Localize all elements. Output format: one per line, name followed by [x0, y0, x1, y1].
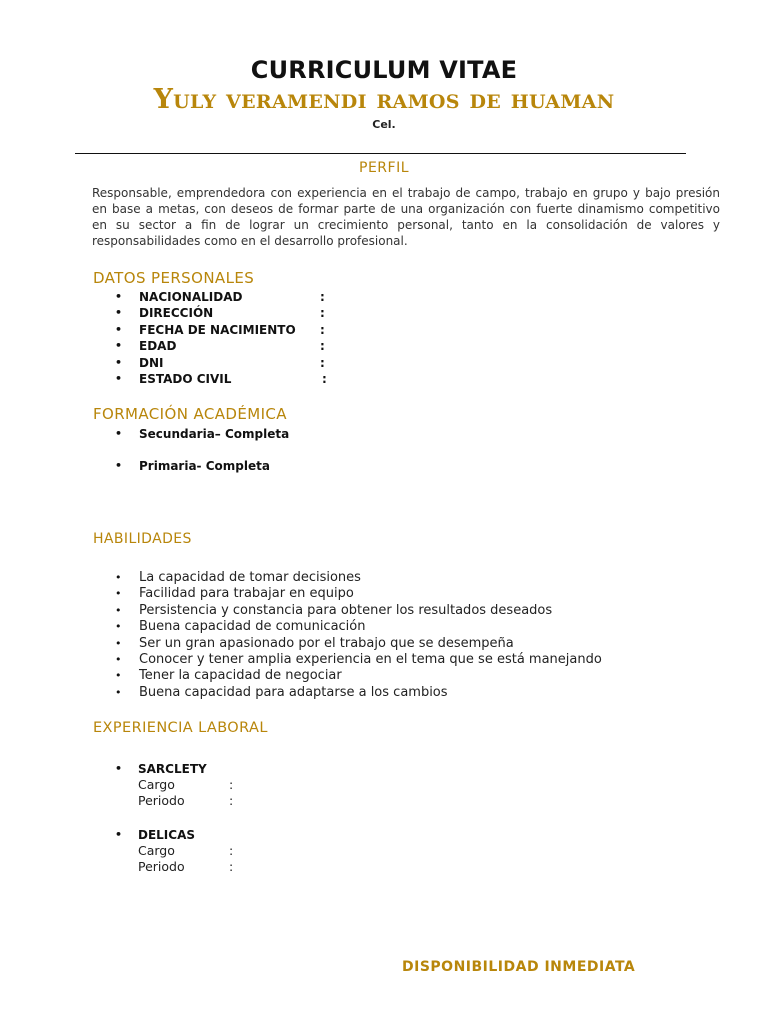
- availability-note: DISPONIBILIDAD INMEDIATA: [402, 959, 636, 975]
- list-item: [115, 458, 289, 474]
- document-title: CURRICULUM VITAE: [250, 56, 518, 84]
- bullet-icon: •: [115, 685, 122, 699]
- bullet-icon: •: [115, 603, 122, 617]
- list-item: [115, 371, 327, 387]
- bullet-icon: •: [115, 652, 122, 666]
- list-item: [115, 289, 325, 305]
- periodo-row: [138, 793, 338, 809]
- cargo-row: [138, 843, 338, 859]
- habilidad-text: Tener la capacidad de negociar: [139, 668, 342, 684]
- bullet-icon: •: [115, 339, 123, 353]
- bullet-icon: •: [115, 355, 123, 369]
- field-label: DNI: [139, 355, 164, 370]
- bullet-icon: •: [115, 459, 123, 472]
- field-separator: :: [320, 355, 325, 370]
- formacion-item: Primaria- Completa: [139, 459, 270, 473]
- company-row: [115, 761, 338, 777]
- list-item: [115, 338, 325, 354]
- cargo-separator: :: [229, 777, 234, 792]
- habilidades-heading: HABILIDADES: [93, 531, 192, 547]
- list-item: [115, 635, 602, 652]
- bullet-icon: •: [115, 427, 123, 440]
- perfil-heading: PERFIL: [359, 160, 409, 176]
- field-label: ESTADO CIVIL: [139, 371, 232, 386]
- field-separator: :: [320, 290, 325, 304]
- field-label: NACIONALIDAD: [139, 290, 243, 304]
- bullet-icon: •: [115, 306, 123, 320]
- company-row: [115, 827, 338, 843]
- datos-personales-heading: DATOS PERSONALES: [93, 269, 255, 287]
- datos-personales-list: [115, 289, 327, 387]
- habilidad-text: Buena capacidad de comunicación: [139, 619, 366, 635]
- cel-label: Cel.: [372, 118, 396, 131]
- periodo-label: Periodo: [138, 793, 185, 808]
- list-item: [115, 305, 325, 321]
- periodo-separator: :: [229, 793, 234, 808]
- field-separator: :: [320, 322, 325, 337]
- field-separator: :: [320, 306, 325, 321]
- habilidades-list: [115, 570, 602, 701]
- bullet-icon: •: [115, 587, 122, 601]
- cargo-separator: :: [229, 843, 234, 858]
- periodo-row: [138, 859, 338, 875]
- habilidad-text: Ser un gran apasionado por el trabajo que se desempeña: [139, 635, 514, 651]
- habilidad-text: La capacidad de tomar decisiones: [139, 570, 361, 585]
- company-name: SARCLETY: [138, 762, 207, 776]
- cargo-label: Cargo: [138, 843, 175, 858]
- company-name: DELICAS: [138, 828, 196, 842]
- bullet-icon: •: [115, 636, 122, 650]
- bullet-icon: •: [115, 828, 123, 841]
- bullet-icon: •: [115, 290, 123, 303]
- habilidad-text: Conocer y tener amplia experiencia en el tema que se está manejando: [139, 651, 602, 667]
- habilidad-text: Buena capacidad para adaptarse a los cambios: [139, 684, 448, 700]
- list-item: [115, 426, 290, 442]
- list-item: [115, 586, 602, 602]
- cargo-label: Cargo: [138, 777, 175, 792]
- perfil-text: Responsable, emprendedora con experiencia en el trabajo de campo, trabajo en grupo y bajo presión en base a metas, con deseos de formar parte de una organización con fuerte dinamismo competitivo en su sector a fin de lograr un crecimiento personal, tanto en la consolidación de valores y responsabilidades como en el desarrollo profesional.: [92, 186, 720, 248]
- formacion-list: [115, 426, 290, 474]
- list-item: [115, 602, 602, 619]
- formacion-heading: FORMACIÓN ACADÉMICA: [93, 405, 287, 423]
- candidate-name: Yuly veramendi ramos de huaman: [153, 84, 615, 115]
- bullet-icon: •: [115, 571, 122, 584]
- list-item: [115, 651, 602, 668]
- bullet-icon: •: [115, 669, 122, 683]
- field-separator: :: [322, 371, 327, 386]
- field-separator: :: [320, 339, 325, 354]
- bullet-icon: •: [115, 371, 123, 385]
- field-label: DIRECCIÓN: [139, 306, 214, 321]
- list-item: [115, 668, 602, 684]
- bullet-icon: •: [115, 322, 123, 336]
- bullet-icon: •: [115, 762, 123, 775]
- list-item: [115, 684, 602, 701]
- field-label: FECHA DE NACIMIENTO: [139, 322, 296, 337]
- habilidad-text: Facilidad para trabajar en equipo: [139, 586, 354, 602]
- habilidad-text: Persistencia y constancia para obtener los resultados deseados: [139, 602, 553, 618]
- periodo-separator: :: [229, 859, 234, 874]
- field-label: EDAD: [139, 339, 177, 354]
- periodo-label: Periodo: [138, 859, 185, 874]
- list-item: [115, 322, 325, 338]
- list-item: [115, 619, 602, 635]
- formacion-item: Secundaria– Completa: [139, 427, 290, 441]
- list-item: [115, 570, 602, 586]
- cargo-row: [138, 777, 338, 793]
- header-divider: [75, 153, 686, 154]
- bullet-icon: •: [115, 620, 122, 634]
- job-entry: [115, 827, 338, 875]
- list-item: [115, 355, 325, 371]
- job-entry: [115, 761, 338, 809]
- experiencia-heading: EXPERIENCIA LABORAL: [93, 720, 268, 736]
